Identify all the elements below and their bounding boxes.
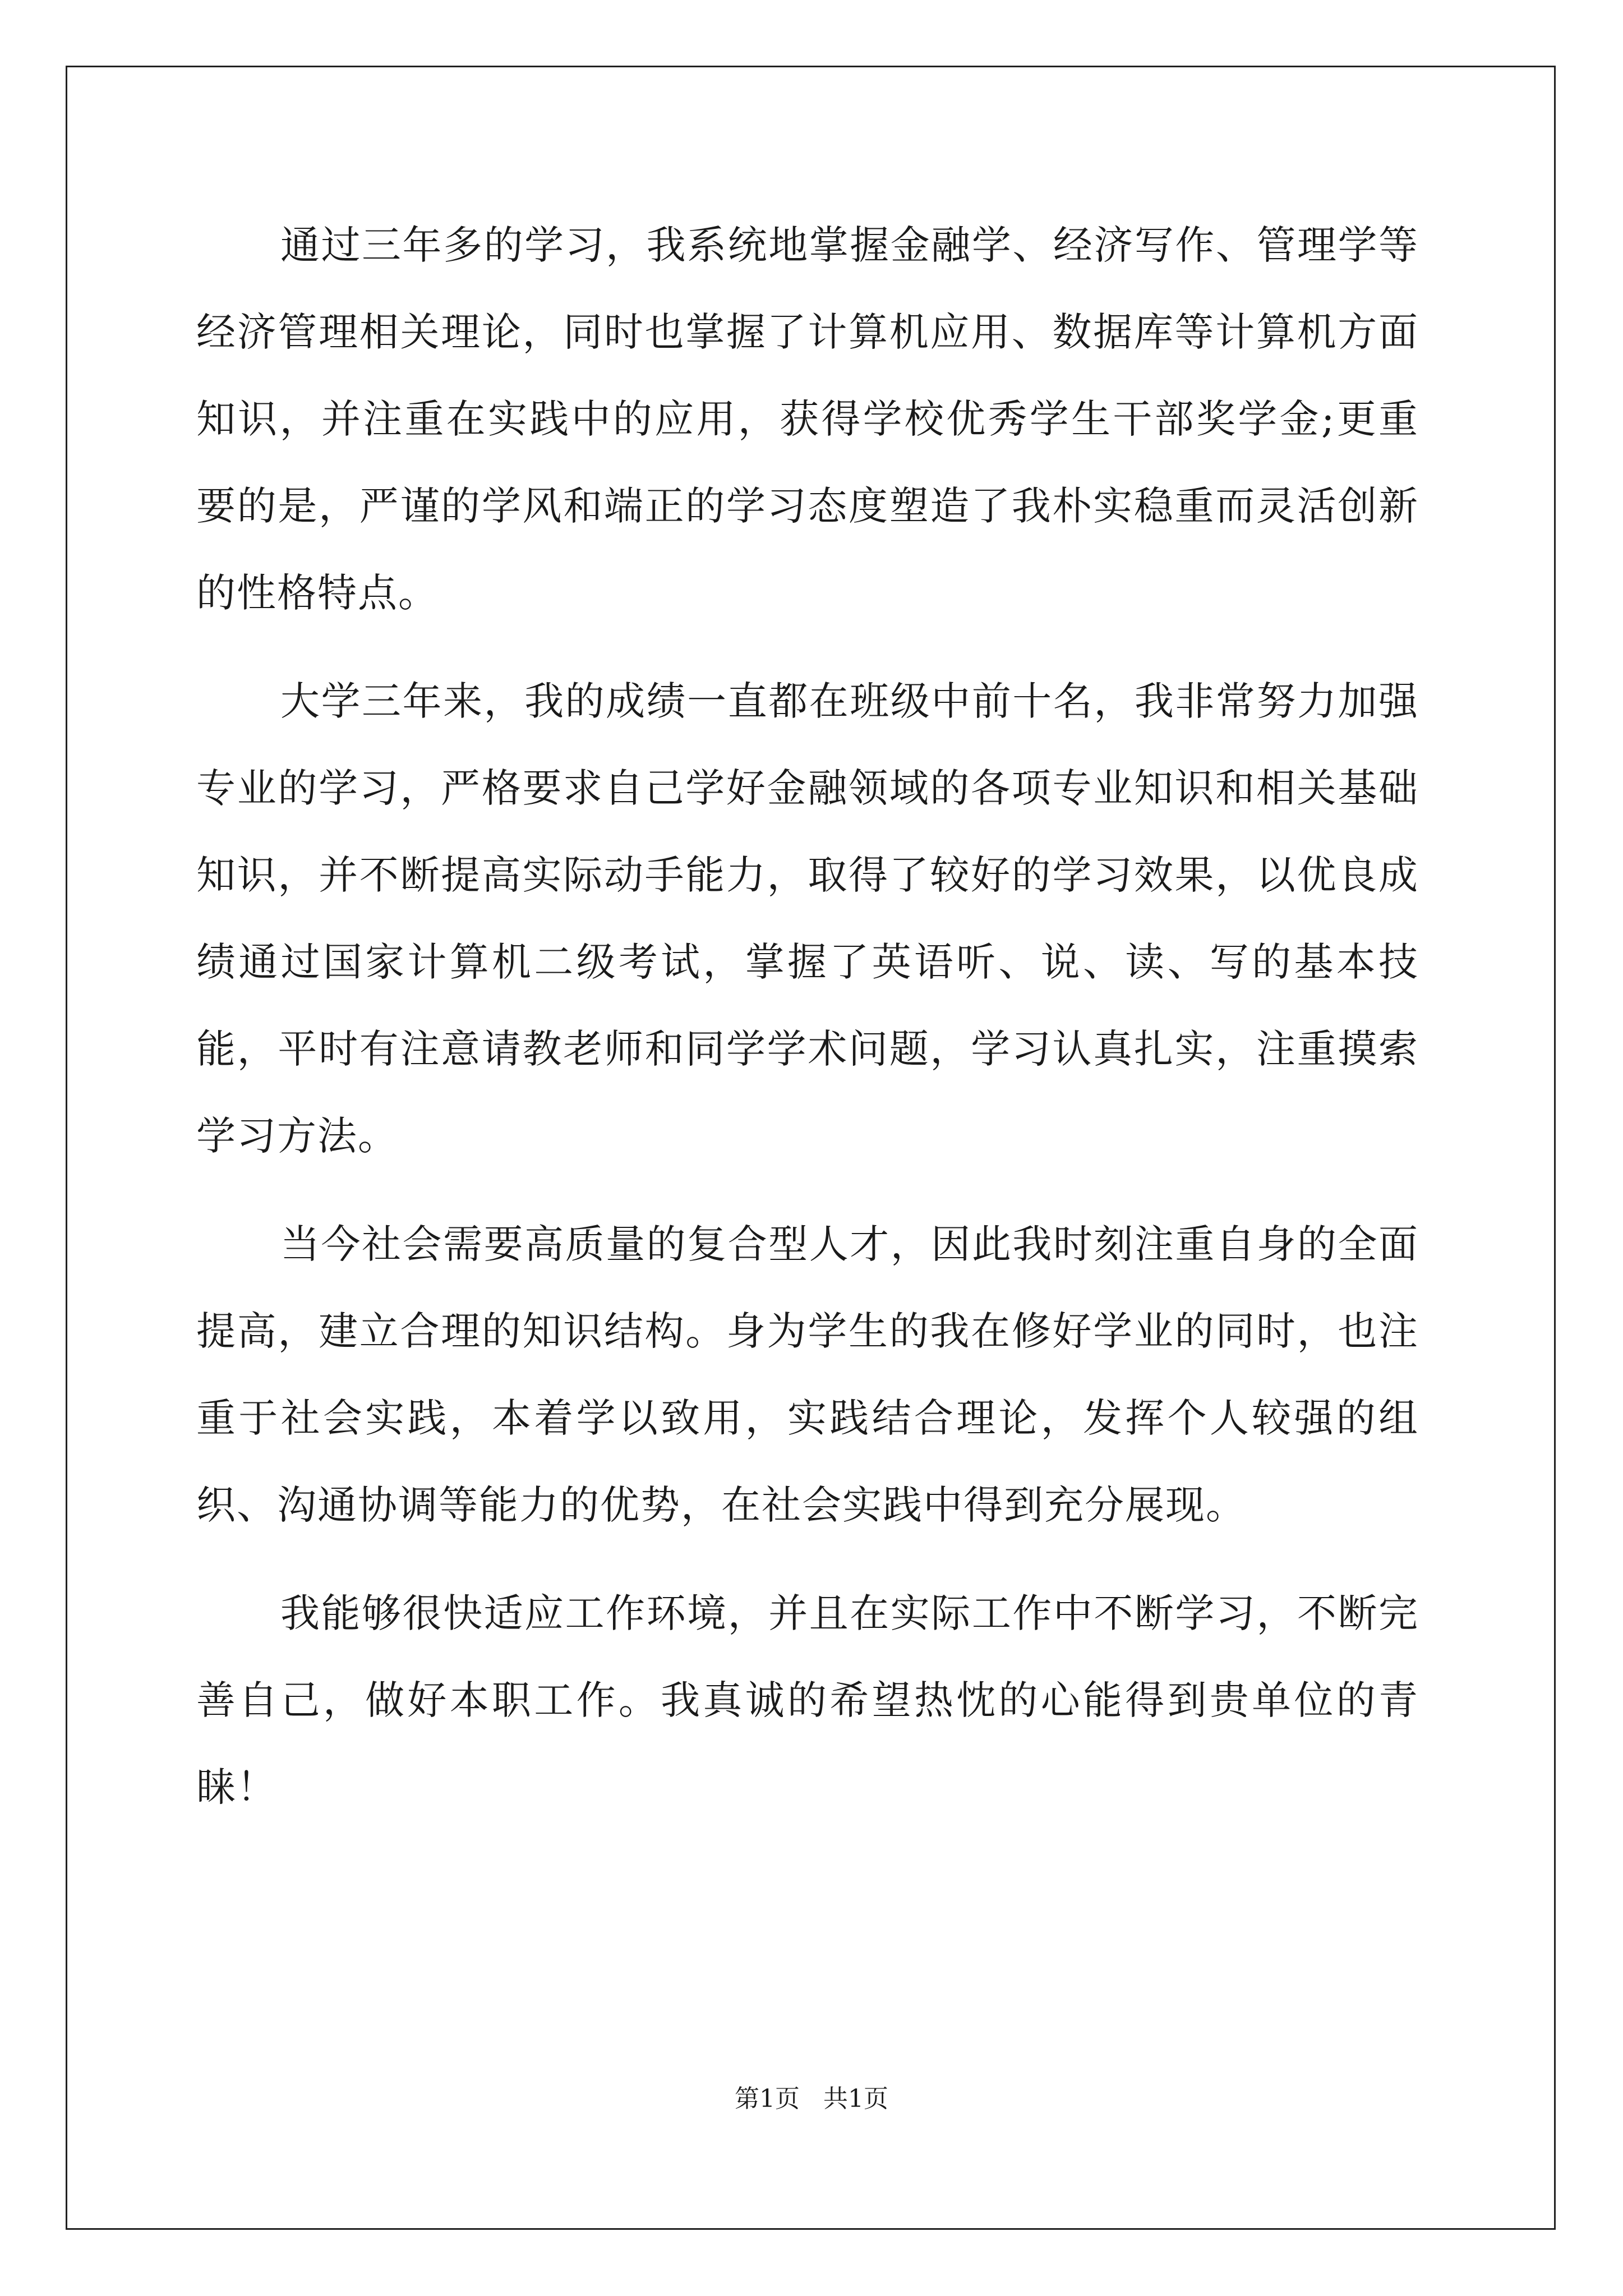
page-number: 第1页 共1页 xyxy=(735,2085,888,2113)
page-footer xyxy=(0,2082,1623,2116)
paragraph-1: 通过三年多的学习，我系统地掌握金融学、经济写作、管理学等经济管理相关理论，同时也掌握了计算机应用、数据库等计算机方面知识，并注重在实践中的应用，获得学校优秀学生干部奖学金;更重要的是，严谨的学风和端正的学习态度塑造了我朴实稳重而灵活创新的性格特点。 xyxy=(196,222,1419,616)
paragraph-2: 大学三年来，我的成绩一直都在班级中前十名，我非常努力加强专业的学习，严格要求自己学好金融领域的各项专业知识和相关基础知识，并不断提高实际动手能力，取得了较好的学习效果，以优良成绩通过国家计算机二级考试，掌握了英语听、说、读、写的基本技能，平时有注意请教老师和同学学术问题，学习认真扎实，注重摸索学习方法。 xyxy=(196,678,1419,1159)
paragraph-4: 我能够很快适应工作环境，并且在实际工作中不断学习，不断完善自己，做好本职工作。我真诚的希望热忱的心能得到贵单位的青睐！ xyxy=(196,1590,1419,1810)
paragraph-3: 当今社会需要高质量的复合型人才，因此我时刻注重自身的全面提高，建立合理的知识结构。身为学生的我在修好学业的同时，也注重于社会实践，本着学以致用，实践结合理论，发挥个人较强的组织、沟通协调等能力的优势，在社会实践中得到充分展现。 xyxy=(196,1221,1419,1528)
document-body xyxy=(196,202,1419,1852)
